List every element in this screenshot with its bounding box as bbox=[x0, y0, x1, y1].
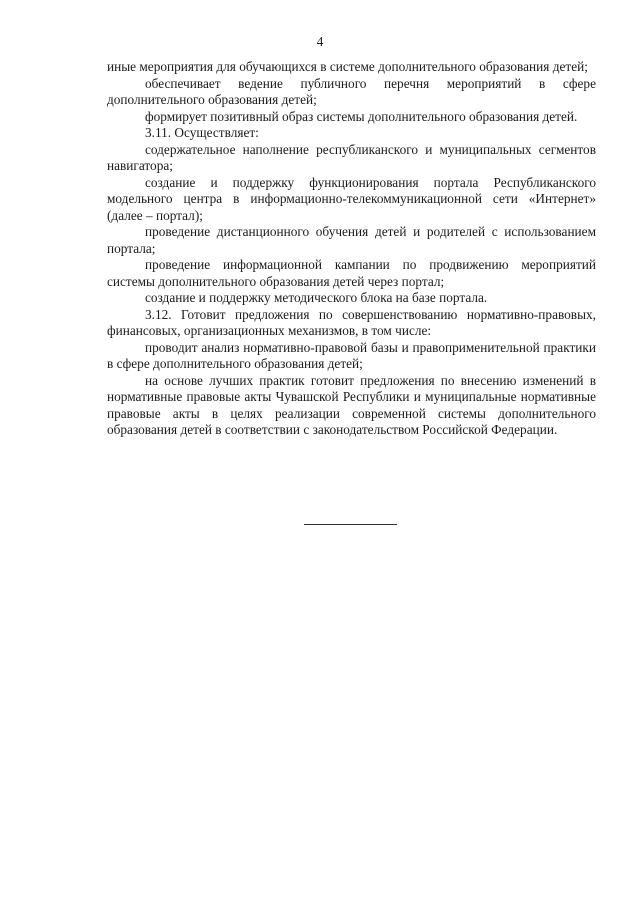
end-of-document-rule bbox=[304, 524, 397, 525]
paragraph-continuation: иные мероприятия для обучающихся в системе дополнительного образования детей; bbox=[107, 59, 588, 74]
paragraph-distance-learning: проведение дистанционного обучения детей и родителей с использованием портала; bbox=[107, 224, 596, 256]
paragraph-amendment-proposals: на основе лучших практик готовит предложения по внесению изменений в нормативные правовые акты Чувашской Республики и муниципальные нормативные правовые акты в целях реализации современной системы дополнительного образования детей в соответствии с законодательством Российской Федерации. bbox=[107, 372, 596, 437]
paragraph-portal-creation: создание и поддержку функционирования портала Республиканского модельного центра в информационно-телекоммуникационной сети «Интернет» (далее – портал); bbox=[107, 174, 596, 223]
clause-3-11-heading: 3.11. Осуществляет: bbox=[145, 125, 259, 140]
paragraph-navigator-content: содержательное наполнение республиканского и муниципальных сегментов навигатора; bbox=[107, 141, 596, 173]
paragraph-info-campaign: проведение информационной кампании по продвижению мероприятий системы дополнительного образования детей через портал; bbox=[107, 257, 596, 289]
paragraph-positive-image: формирует позитивный образ системы дополнительного образования детей. bbox=[145, 108, 578, 124]
paragraph-public-list: обеспечивает ведение публичного перечня мероприятий в сфере дополнительного образования детей; bbox=[107, 75, 596, 107]
document-body bbox=[107, 59, 596, 439]
paragraph-methodical-block: создание и поддержку методического блока на базе портала. bbox=[145, 290, 488, 305]
paragraph-legal-analysis: проводит анализ нормативно-правовой базы и правоприменительной практики в сфере дополнительного образования детей; bbox=[107, 339, 596, 371]
clause-3-12-heading: 3.12. Готовит предложения по совершенствованию нормативно-правовых, финансовых, организационных механизмов, в том числе: bbox=[107, 306, 596, 338]
page-number: 4 bbox=[316, 34, 324, 49]
